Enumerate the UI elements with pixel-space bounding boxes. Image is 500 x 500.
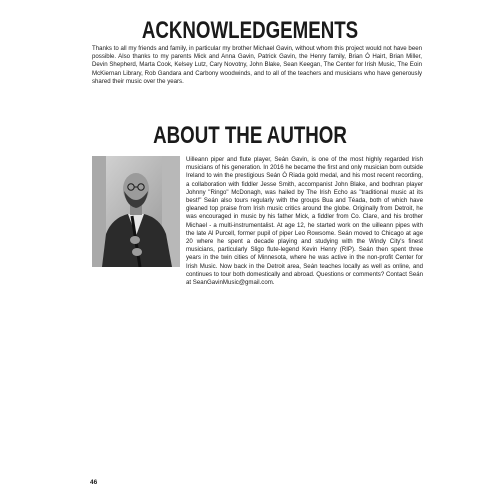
- acknowledgements-text: Thanks to all my friends and family, in particular my brother Michael Gavin, without whom this project would not have been possible. Also thanks to my parents Mick and Anna Gavin, Patrick Gavin, the Henry family, Brian Ó Hairt, Brian Miller, Devin Shepherd, Marta Cook, Kelsey Lutz, Cary Novotny, John Blake, Sean Keegan, The Center for Irish Music, The Eoin McKiernan Library, Rob Gandara and Carbony woodwinds, and to all of the teachers and musicians who have generously shared their music over the years.: [92, 45, 422, 85]
- about-author-heading: ABOUT THE AUTHOR: [153, 122, 347, 149]
- author-photo: [92, 156, 180, 267]
- about-author-text: Uilleann piper and flute player, Seán Gavin, is one of the most highly regarded Irish musicians of his generation. In 2016 he became the first and only musician born outside Ireland to win the prestigious Seán Ó Riada gold medal, and his most recent recording, a collaboration with fiddler Jesse Smith, accompanist John Blake, and bodhran player Johnny "Ringo" McDonagh, was hailed by The Irish Echo as "traditional music at its best!" Seán also tours regularly with the groups Bua and Téada, both of which have gleaned top praise from Irish music critics around the globe. Originally from Detroit, he was encouraged in music by his father Mick, a fiddler from Co. Clare, and his brother Michael - a multi-instrumentalist. At age 12, he started work on the uilleann pipes with the late Al Purcell, former pupil of piper Leo Rowsome. Seán moved to Chicago at age 20 where he spent a decade playing and studying with the Windy City's finest musicians, particularly Sligo flute-legend Kevin Henry (RIP). Seán then spent three years in the twin cities of Minnesota, where he was active in the non-profit Center for Irish Music. Now back in the Detroit area, Seán teaches locally as well as online, and continues to tour both domestically and abroad. Questions or comments? Contact Seán at SeanGavinMusic@gmail.com.: [186, 156, 423, 287]
- acknowledgements-heading: ACKNOWLEDGEMENTS: [141, 17, 359, 44]
- page-number: 46: [90, 479, 98, 486]
